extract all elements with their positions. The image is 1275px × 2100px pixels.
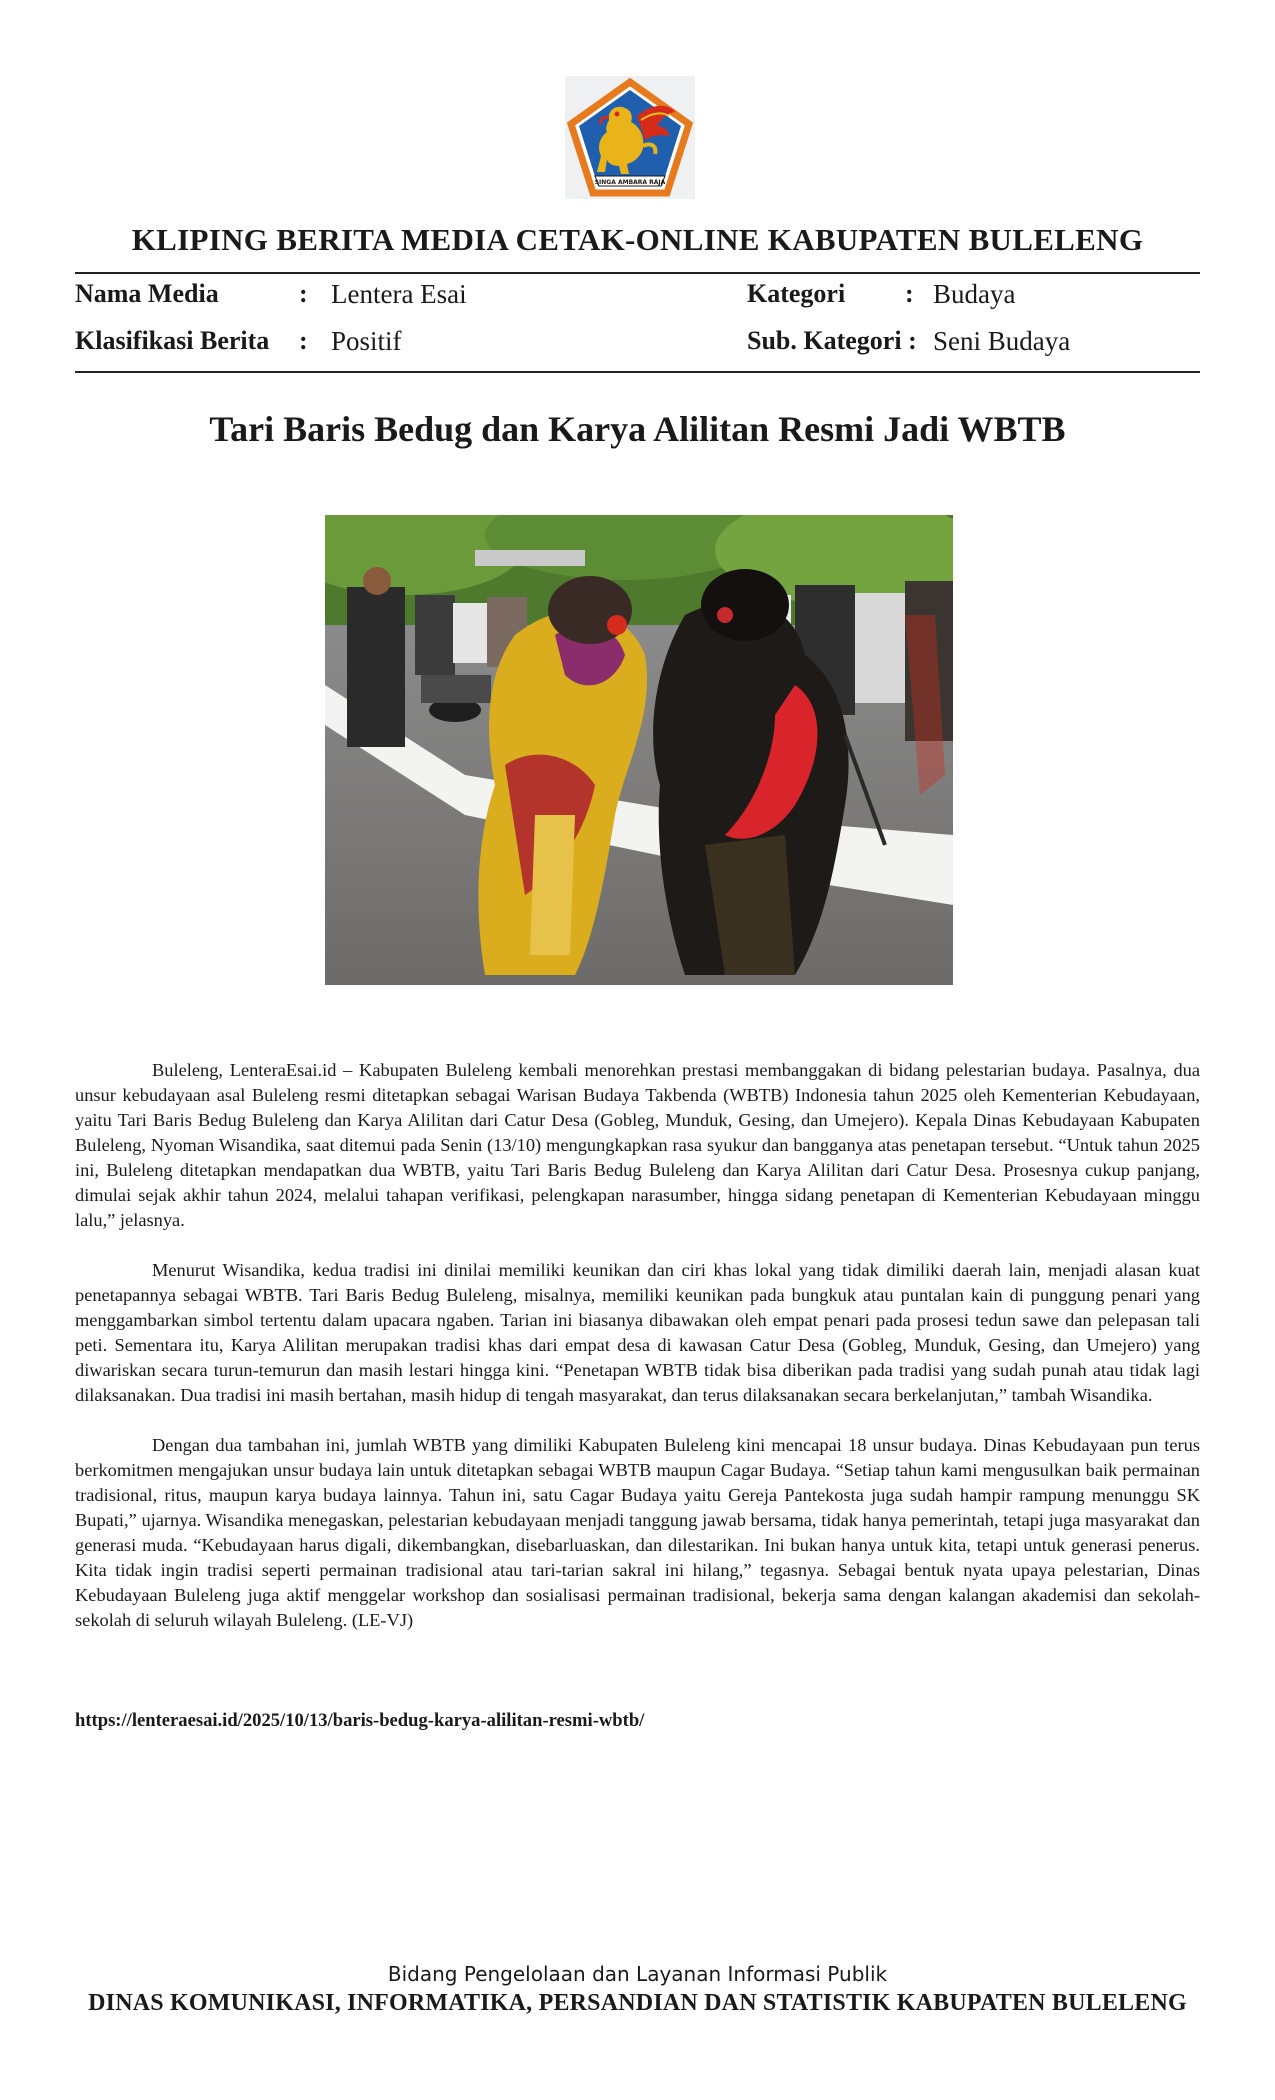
media-colon: : [299, 279, 308, 308]
article-paragraph-2: Menurut Wisandika, kedua tradisi ini dinilai memiliki keunikan dan ciri khas lokal yang tidak dimiliki daerah lain, menjadi alasan kuat penetapannya sebagai WBTB. Tari Baris Bedug Buleleng, misalnya, memiliki keunikan pada bungkuk atau puntalan kain di punggung penari yang menggambarkan simbol tertentu dalam upacara ngaben. Tarian ini biasanya dibawakan oleh empat penari pada prosesi tedun sawe dan pelepasan tali peti. Sementara itu, Karya Alilitan merupakan tradisi khas dari empat desa di kawasan Catur Desa (Gobleg, Munduk, Gesing, dan Umejero) yang diwariskan secara turun-temurun dan masih lestari hingga kini. “Penetapan WBTB tidak bisa diberikan pada tradisi yang sudah punah atau tidak lagi dilaksanakan. Dua tradisi ini masih bertahan, masih hidup di tengah masyarakat, dan terus dilaksanakan secara berkelanjutan,” tambah Wisandika. [75, 1260, 1200, 1405]
footer-unit: Bidang Pengelolaan dan Layanan Informasi Publik [387, 1962, 888, 1986]
category-value: Budaya [933, 279, 1016, 309]
subcategory-label: Sub. Kategori : [747, 326, 917, 355]
dancers-photo [325, 515, 953, 985]
header-divider-bottom [75, 371, 1200, 373]
article-body [75, 1058, 1200, 1658]
meta-row-category [747, 278, 1197, 310]
article-headline: Tari Baris Bedug dan Karya Alilitan Resmi Jadi WBTB [209, 409, 1066, 449]
document-title: KLIPING BERITA MEDIA CETAK-ONLINE KABUPATEN BULELENG [131, 222, 1144, 257]
buleleng-crest-icon [565, 76, 695, 199]
header-divider-top [75, 272, 1200, 274]
article-paragraph-1: Buleleng, LenteraEsai.id – Kabupaten Buleleng kembali menorehkan prestasi membanggakan di bidang pelestarian budaya. Pasalnya, dua unsur kebudayaan asal Buleleng resmi ditetapkan sebagai Warisan Budaya Takbenda (WBTB) Indonesia tahun 2025 oleh Kementerian Kebudayaan, yaitu Tari Baris Bedug Buleleng dan Karya Alilitan dari Catur Desa (Gobleg, Munduk, Gesing, dan Umejero). Kepala Dinas Kebudayaan Kabupaten Buleleng, Nyoman Wisandika, saat ditemui pada Senin (13/10) mengungkapkan rasa syukur dan bangganya atas penetapan tersebut. “Untuk tahun 2025 ini, Buleleng ditetapkan mendapatkan dua WBTB, yaitu Tari Baris Bedug Buleleng dan Karya Alilitan dari Catur Desa. Prosesnya cukup panjang, dimulai sejak akhir tahun 2024, melalui tahapan verifikasi, pelengkapan narasumber, hingga sidang penetapan di Kementerian Kebudayaan minggu lalu,” jelasnya. [75, 1060, 1200, 1230]
media-value: Lentera Esai [331, 279, 467, 309]
media-label: Nama Media [75, 279, 219, 308]
category-label: Kategori [747, 279, 846, 308]
meta-row-media [75, 278, 675, 310]
classification-value: Positif [331, 326, 402, 356]
meta-row-subcategory [747, 325, 1197, 357]
meta-row-classification [75, 325, 675, 357]
classification-colon: : [299, 326, 308, 355]
crest-motto: SINGA AMBARA RAJA [594, 179, 666, 186]
category-colon: : [905, 279, 914, 308]
footer-agency: DINAS KOMUNIKASI, INFORMATIKA, PERSANDIAN DAN STATISTIK KABUPATEN BULELENG [88, 1990, 1187, 2016]
subcategory-value: Seni Budaya [933, 326, 1071, 356]
classification-label: Klasifikasi Berita [75, 326, 270, 355]
source-link[interactable]: https://lenteraesai.id/2025/10/13/baris-bedug-karya-alilitan-resmi-wbtb/ [75, 1710, 645, 1731]
article-paragraph-3: Dengan dua tambahan ini, jumlah WBTB yang dimiliki Kabupaten Buleleng kini mencapai 18 unsur budaya. Dinas Kebudayaan pun terus berkomitmen mengajukan unsur budaya lain untuk ditetapkan sebagai WBTB maupun Cagar Budaya. “Setiap tahun kami mengusulkan baik permainan tradisional, ritus, maupun karya budaya lainnya. Tahun ini, satu Cagar Budaya yaitu Gereja Pantekosta juga sudah hampir rampung menunggu SK Bupati,” ujarnya. Wisandika menegaskan, pelestarian kebudayaan menjadi tanggung jawab bersama, tidak hanya pemerintah, tetapi juga masyarakat dan generasi muda. “Kebudayaan harus digali, dikembangkan, disebarluaskan, dan dilestarikan. Ini bukan hanya untuk kita, tetapi untuk generasi penerus. Kita tidak ingin tradisi seperti permainan tradisional atau tari-tarian sakral ini hilang,” tegasnya. Sebagai bentuk nyata upaya pelestarian, Dinas Kebudayaan Buleleng juga aktif menggelar workshop dan sosialisasi permainan tradisional, bekerja sama dengan kalangan akademisi dan sekolah-sekolah di seluruh wilayah Buleleng. (LE-VJ) [75, 1435, 1200, 1630]
